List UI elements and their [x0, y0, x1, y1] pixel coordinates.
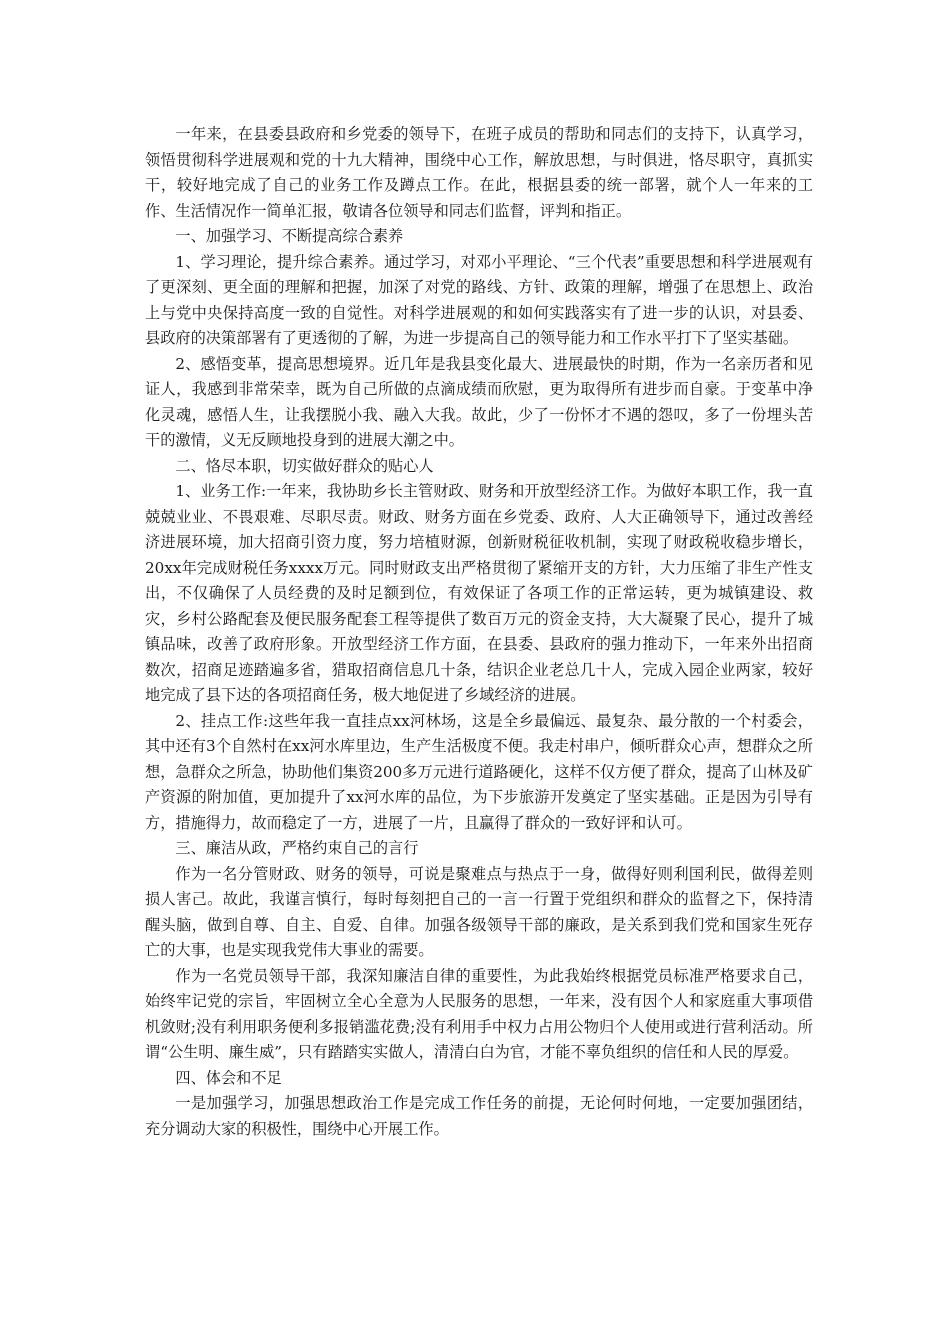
section-heading-duty: 二、恪尽本职，切实做好群众的贴心人: [175, 456, 434, 475]
paragraph-theory-study: 1、学习理论，提升综合素养。通过学习，对邓小平理论、“三个代表”重要思想和科学进展观有了更深刻、更全面的理解和把握，加深了对党的路线、方针、政策的理解，增强了在思想上、政治上与党中央保持高度一致的自觉性。对科学进展观的和如何实践落实有了进一步的认识，对县委、县政府的决策部署有了更透彻的了解，为进一步提高自己的领导能力和工作水平打下了坚实基础。: [145, 252, 813, 347]
paragraph-reflection-first: 一是加强学习，加强思想政治工作是完成工作任务的前提，无论何时何地，一定要加强团结，充分调动大家的积极性，围绕中心开展工作。: [145, 1094, 813, 1138]
paragraph-reform-insight: 2、感悟变革，提高思想境界。近几年是我县变化最大、进展最快的时期，作为一名亲历者和见证人，我感到非常荣幸，既为自己所做的点滴成绩而欣慰，更为取得所有进步而自豪。于变革中净化灵魂，感悟人生，让我摆脱小我、融入大我。故此，少了一份怀才不遇的怨叹，多了一份埋头苦干的激情，义无反顾地投身到的进展大潮之中。: [145, 354, 813, 449]
section-heading-integrity: 三、廉洁从政，严格约束自己的言行: [175, 839, 419, 857]
intro-paragraph: 一年来，在县委县政府和乡党委的领导下，在班子成员的帮助和同志们的支持下，认真学习，领悟贯彻科学进展观和党的十九大精神，围绕中心工作，解放思想，与时俱进，恪尽职守，真抓实干，较好地完成了自己的业务工作及蹲点工作。在此，根据县委的统一部署，就个人一年来的工作、生活情况作一简单汇报，敬请各位领导和同志们监督，评判和指正。: [145, 125, 813, 220]
section-heading-study: 一、加强学习、不断提高综合素养: [175, 227, 404, 245]
section-heading-reflection: 四、体会和不足: [175, 1068, 282, 1087]
document-body: [145, 122, 813, 1142]
paragraph-self-discipline: 作为一名党员领导干部，我深知廉洁自律的重要性，为此我始终根据党员标准严格要求自己，始终牢记党的宗旨，牢固树立全心全意为人民服务的思想，一年来，没有因个人和家庭重大事项借机敛财;没有利用职务便利多报销滥花费;没有利用手中权力占用公物归个人使用或进行营利活动。所谓“公生明、廉生威”，只有踏踏实实做人，清清白白为官，才能不辜负组织的信任和人民的厚爱。: [145, 966, 813, 1061]
paragraph-business-work: 1、业务工作:一年来，我协助乡长主管财政、财务和开放型经济工作。为做好本职工作，我一直兢兢业业、不畏艰难、尽职尽责。财政、财务方面在乡党委、政府、人大正确领导下，通过改善经济进展环境，加大招商引资力度，努力培植财源，创新财税征收机制，实现了财政税收稳步增长，20xx年完成财税任务xxxx万元。同时财政支出严格贯彻了紧缩开支的方针，大力压缩了非生产性支出，不仅确保了人员经费的及时足额到位，有效保证了各项工作的正常运转，更为城镇建设、救灾，乡村公路配套及便民服务配套工程等提供了数百万元的资金支持，大大凝聚了民心，提升了城镇品味，改善了政府形象。开放型经济工作方面，在县委、县政府的强力推动下，一年来外出招商数次，招商足迹踏遍多省，猎取招商信息几十条，结识企业老总几十人，完成入园企业两家，较好地完成了县下达的各项招商任务，极大地促进了乡域经济的进展。: [145, 482, 813, 704]
paragraph-integrity-role: 作为一名分管财政、财务的领导，可说是聚难点与热点于一身，做得好则利国利民，做得差则损人害己。故此，我谨言慎行，每时每刻把自己的一言一行置于党组织和群众的监督之下，保持清醒头脑，做到自尊、自主、自爱、自律。加强各级领导干部的廉政，是关系到我们党和国家生死存亡的大事，也是实现我党伟大事业的需要。: [145, 864, 813, 959]
paragraph-liaison-work: 2、挂点工作:这些年我一直挂点xx河林场，这是全乡最偏远、最复杂、最分散的一个村委会，其中还有3个自然村在xx河水库里边，生产生活极度不便。我走村串户，倾听群众心声，想群众之所想，急群众之所急，协助他们集资200多万元进行道路硬化，这样不仅方便了群众，提高了山林及矿产资源的附加值，更加提升了xx河水库的品位，为下步旅游开发奠定了坚实基础。正是因为引导有方，措施得力，故而稳定了一方，进展了一片，且赢得了群众的一致好评和认可。: [145, 711, 813, 832]
